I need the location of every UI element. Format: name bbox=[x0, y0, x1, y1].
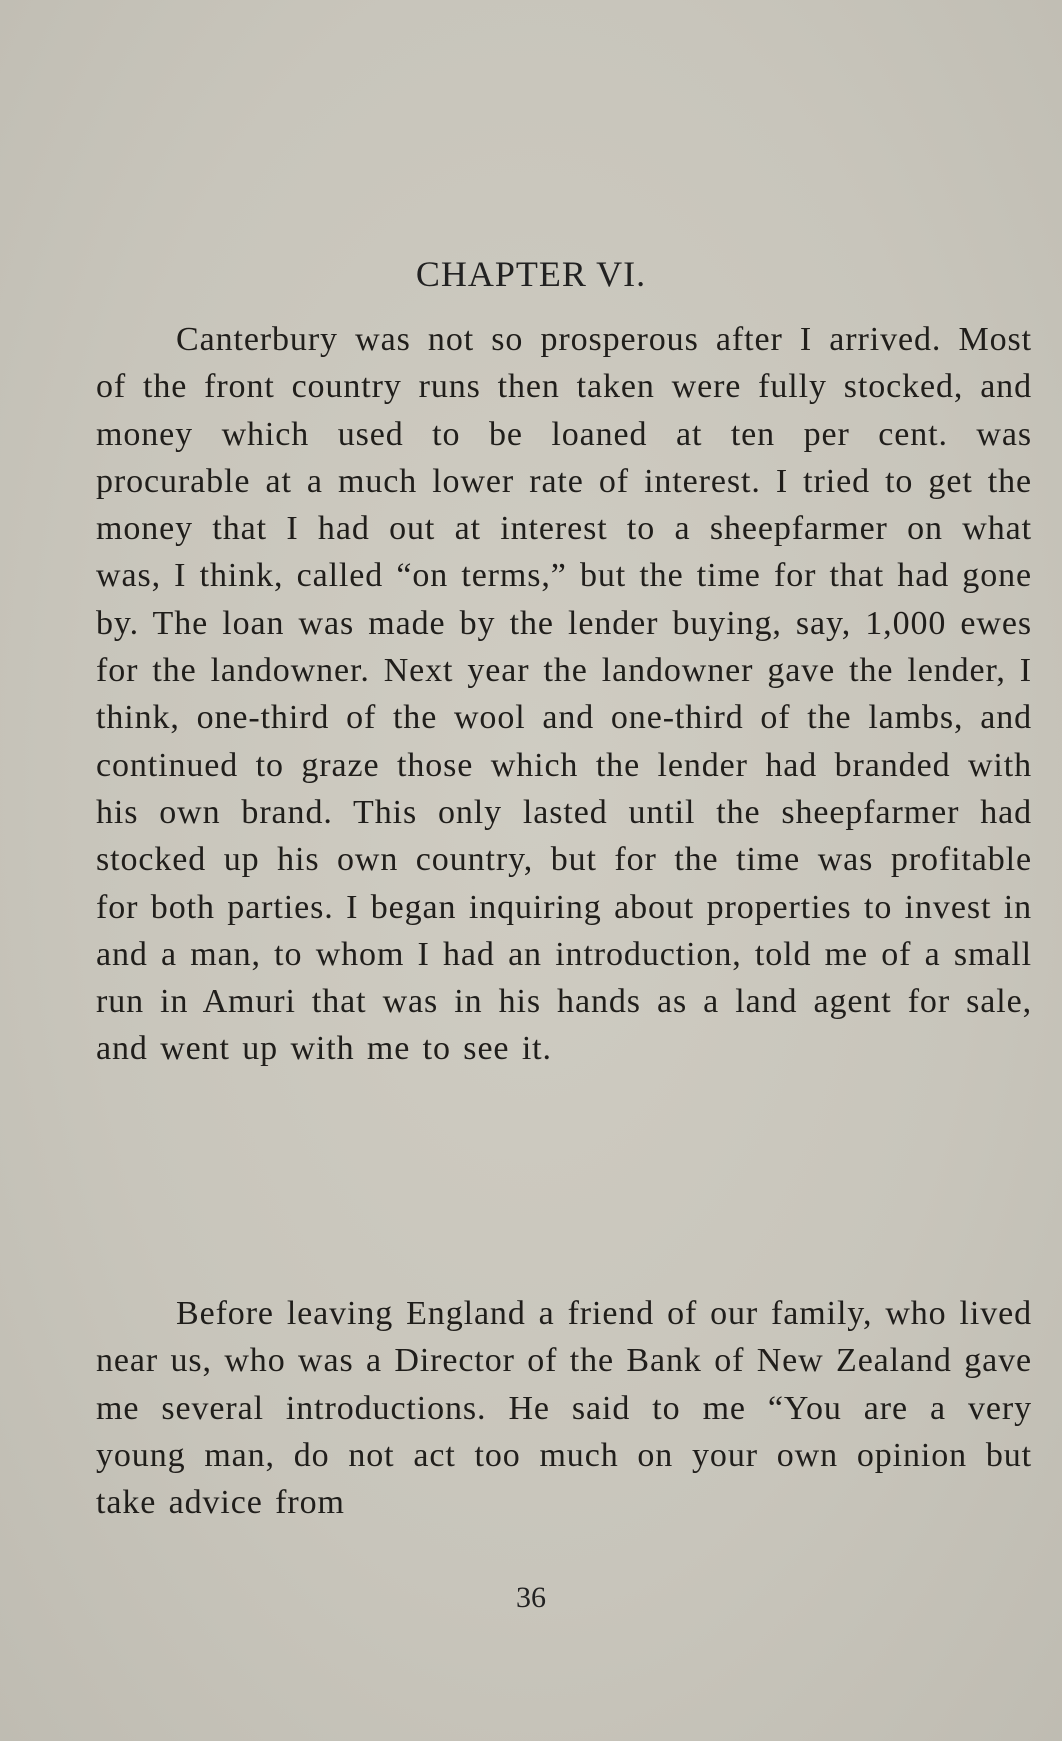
paragraph-2: Before leaving England a friend of our family, who lived near us, who was a Director of the Bank of New Zealand gave me several introductions. He said to me “You are a very young man, do not act too much on your own opinion but take advice from bbox=[96, 1295, 1032, 1522]
paragraph-1: Canterbury was not so prosperous after I arrived. Most of the front country runs then taken were fully stocked, and money which used to be loaned at ten per cent. was procurable at a much lower rate of interest. I tried to get the money that I had out at interest to a sheepfarmer on what was, I think, called “on terms,” but the time for that had gone by. The loan was made by the lender buying, say, 1,000 ewes for the landowner. Next year the landowner gave the lender, I think, one-third of the wool and one-third of the lambs, and continued to graze those which the lender had branded with his own brand. This only lasted until the sheepfarmer had stocked up his own country, but for the time was profitable for both parties. I began inquiring about properties to invest in and a man, to whom I had an introduction, told me of a small run in Amuri that was in his hands as a land agent for sale, and went up with me to see it. bbox=[96, 321, 1032, 1068]
chapter-heading: CHAPTER VI. bbox=[415, 254, 647, 294]
page-number: 36 bbox=[516, 1581, 546, 1614]
